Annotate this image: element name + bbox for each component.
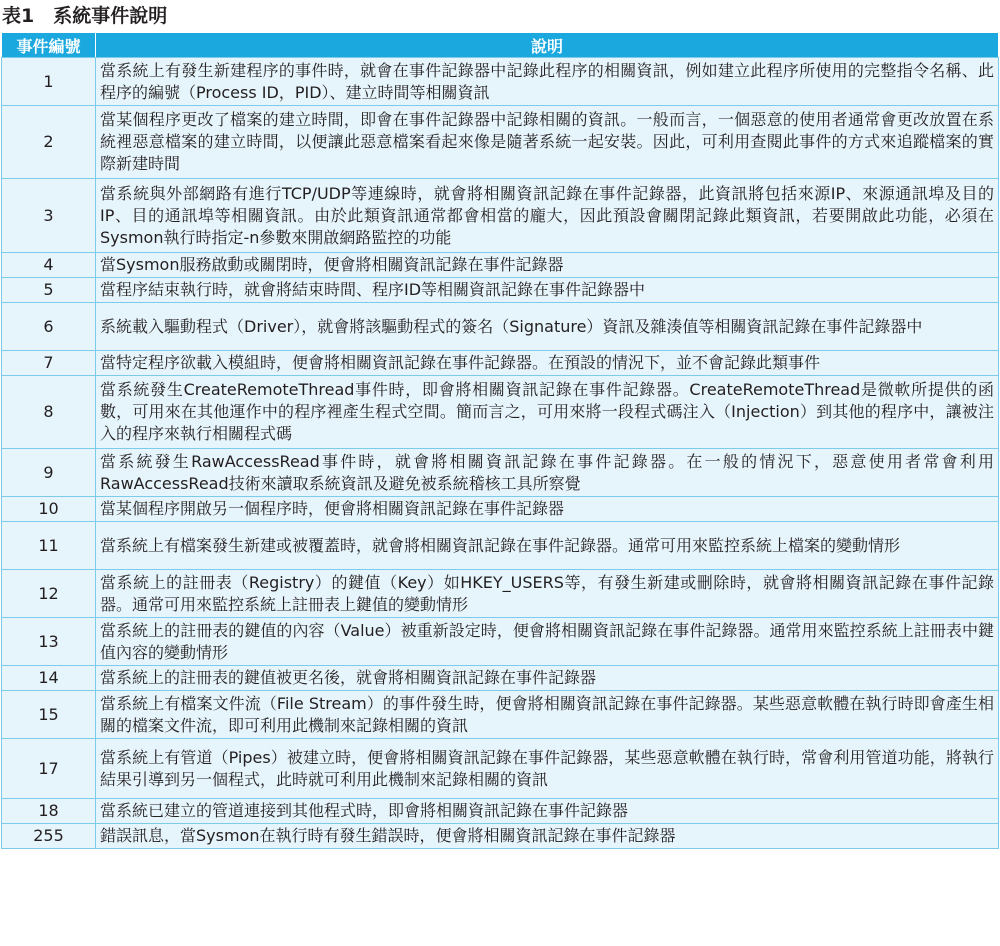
event-description-cell: 系統載入驅動程式（Driver），就會將該驅動程式的簽名（Signature）資訊及雜湊值等相關資訊記錄在事件記錄器中 bbox=[96, 303, 999, 351]
event-description-cell: 當系統上有檔案發生新建或被覆蓋時，就會將相關資訊記錄在事件記錄器。通常可用來監控系統上檔案的變動情形 bbox=[96, 522, 999, 570]
table-row bbox=[2, 303, 999, 351]
table-row bbox=[2, 351, 999, 376]
event-description-cell: 錯誤訊息，當Sysmon在執行時有發生錯誤時，便會將相關資訊記錄在事件記錄器 bbox=[96, 824, 999, 849]
event-description-cell: 當系統上的註冊表（Registry）的鍵值（Key）如HKEY_USERS等，有發生新建或刪除時，就會將相關資訊記錄在事件記錄器。通常可用來監控系統上註冊表上鍵值的變動情形 bbox=[96, 570, 999, 618]
event-id-cell: 18 bbox=[2, 799, 96, 824]
event-description-cell: 當系統已建立的管道連接到其他程式時，即會將相關資訊記錄在事件記錄器 bbox=[96, 799, 999, 824]
header-description: 說明 bbox=[96, 33, 999, 58]
event-description-cell: 當Sysmon服務啟動或關閉時，便會將相關資訊記錄在事件記錄器 bbox=[96, 253, 999, 278]
event-description-cell: 當系統上的註冊表的鍵值的內容（Value）被重新設定時，便會將相關資訊記錄在事件記錄器。通常用來監控系統上註冊表中鍵值內容的變動情形 bbox=[96, 618, 999, 666]
sysmon-event-table bbox=[1, 32, 999, 849]
table-header-row bbox=[2, 33, 999, 58]
event-id-cell: 4 bbox=[2, 253, 96, 278]
table-row bbox=[2, 691, 999, 739]
event-id-cell: 7 bbox=[2, 351, 96, 376]
table-row bbox=[2, 799, 999, 824]
event-id-cell: 2 bbox=[2, 106, 96, 179]
event-id-cell: 11 bbox=[2, 522, 96, 570]
event-id-cell: 14 bbox=[2, 666, 96, 691]
event-description-cell: 當系統上有管道（Pipes）被建立時，便會將相關資訊記錄在事件記錄器，某些惡意軟體在執行時，常會利用管道功能，將執行結果引導到另一個程式，此時就可利用此機制來記錄相關的資訊 bbox=[96, 739, 999, 799]
table-row bbox=[2, 449, 999, 497]
event-description-cell: 當系統與外部網路有進行TCP/UDP等連線時，就會將相關資訊記錄在事件記錄器，此資訊將包括來源IP、來源通訊埠及目的IP、目的通訊埠等相關資訊。由於此類資訊通常都會相當的龐大，因此預設會關閉記錄此類資訊，若要開啟此功能，必須在Sysmon執行時指定-n參數來開啟網路監控的功能 bbox=[96, 179, 999, 253]
event-description-cell: 當程序結束執行時，就會將結束時間、程序ID等相關資訊記錄在事件記錄器中 bbox=[96, 278, 999, 303]
event-id-cell: 12 bbox=[2, 570, 96, 618]
event-id-cell: 6 bbox=[2, 303, 96, 351]
event-description-cell: 當系統發生CreateRemoteThread事件時，即會將相關資訊記錄在事件記錄器。CreateRemoteThread是微軟所提供的函數，可用來在其他運作中的程序裡產生程式空間。簡而言之，可用來將一段程式碼注入（Injection）到其他的程序中，讓被注入的程序來執行相關程式碼 bbox=[96, 376, 999, 449]
table-row bbox=[2, 824, 999, 849]
event-id-cell: 1 bbox=[2, 58, 96, 106]
event-description-cell: 當某個程序開啟另一個程序時，便會將相關資訊記錄在事件記錄器 bbox=[96, 497, 999, 522]
event-description-cell: 當特定程序欲載入模組時，便會將相關資訊記錄在事件記錄器。在預設的情況下，並不會記錄此類事件 bbox=[96, 351, 999, 376]
event-id-cell: 8 bbox=[2, 376, 96, 449]
table-row bbox=[2, 618, 999, 666]
event-description-cell: 當系統上的註冊表的鍵值被更名後，就會將相關資訊記錄在事件記錄器 bbox=[96, 666, 999, 691]
header-event-id: 事件編號 bbox=[2, 33, 96, 58]
event-id-cell: 3 bbox=[2, 179, 96, 253]
table-row bbox=[2, 376, 999, 449]
table-row bbox=[2, 522, 999, 570]
event-id-cell: 9 bbox=[2, 449, 96, 497]
event-description-cell: 當某個程序更改了檔案的建立時間，即會在事件記錄器中記錄相關的資訊。一般而言，一個惡意的使用者通常會更改放置在系統裡惡意檔案的建立時間，以便讓此惡意檔案看起來像是隨著系統一起安裝。因此，可利用查閱此事件的方式來追蹤檔案的實際新建時間 bbox=[96, 106, 999, 179]
event-id-cell: 5 bbox=[2, 278, 96, 303]
event-description-cell: 當系統上有檔案文件流（File Stream）的事件發生時，便會將相關資訊記錄在事件記錄器。某些惡意軟體在執行時即會產生相關的檔案文件流，即可利用此機制來記錄相關的資訊 bbox=[96, 691, 999, 739]
table-row bbox=[2, 179, 999, 253]
table-row bbox=[2, 666, 999, 691]
table-row bbox=[2, 58, 999, 106]
event-id-cell: 255 bbox=[2, 824, 96, 849]
table-row bbox=[2, 253, 999, 278]
event-id-cell: 17 bbox=[2, 739, 96, 799]
table-row bbox=[2, 570, 999, 618]
table-row bbox=[2, 278, 999, 303]
event-description-cell: 當系統上有發生新建程序的事件時，就會在事件記錄器中記錄此程序的相關資訊，例如建立此程序所使用的完整指令名稱、此程序的編號（Process ID，PID）、建立時間等相關資訊 bbox=[96, 58, 999, 106]
event-id-cell: 13 bbox=[2, 618, 96, 666]
event-id-cell: 15 bbox=[2, 691, 96, 739]
event-description-cell: 當系統發生RawAccessRead事件時，就會將相關資訊記錄在事件記錄器。在一般的情況下，惡意使用者常會利用RawAccessRead技術來讀取系統資訊及避免被系統稽核工具所察覺 bbox=[96, 449, 999, 497]
event-id-cell: 10 bbox=[2, 497, 96, 522]
table-row bbox=[2, 497, 999, 522]
table-row bbox=[2, 106, 999, 179]
table-row bbox=[2, 739, 999, 799]
table-caption: 表1 系統事件說明 bbox=[2, 5, 168, 27]
